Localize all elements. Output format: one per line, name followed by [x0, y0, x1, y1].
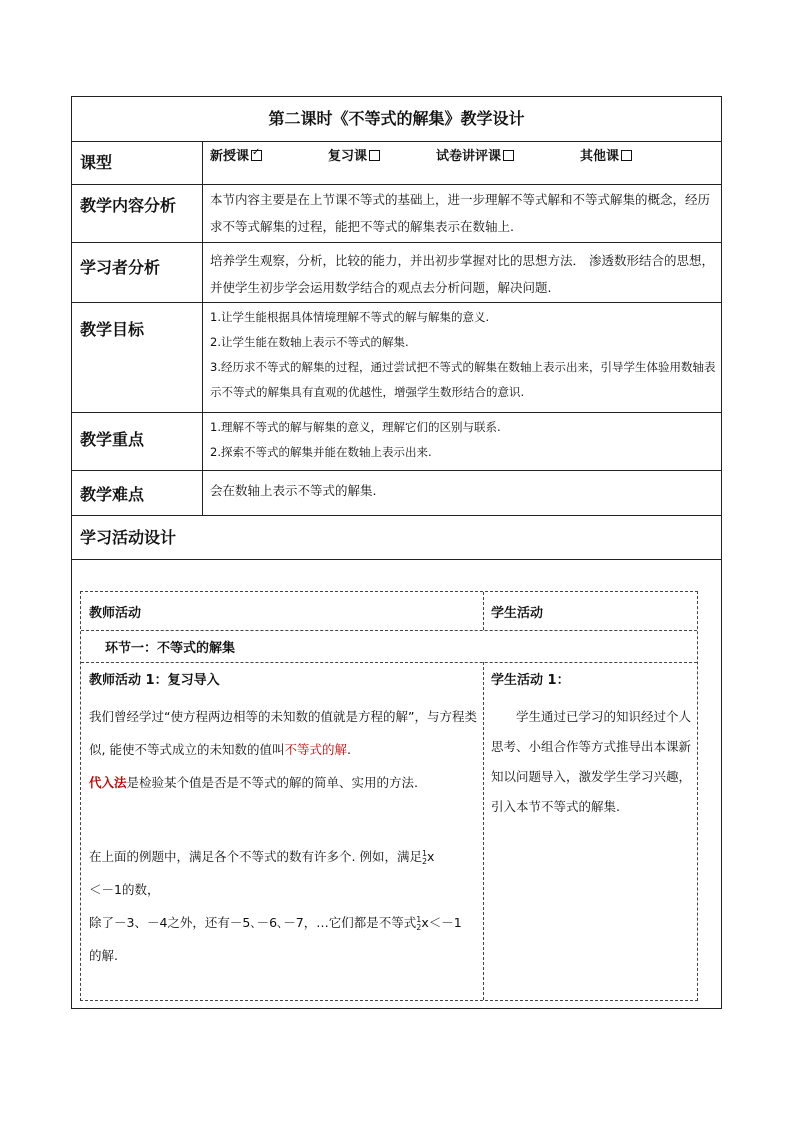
objectives-list [210, 305, 718, 405]
student-activity-title: 学生活动 1： [491, 673, 570, 688]
option-label: 复习课 [328, 149, 368, 164]
objective-item: 2.让学生能在数轴上表示不等式的解集. [210, 335, 409, 349]
checked-checkbox-icon[interactable] [251, 150, 262, 161]
difficulties-text: 会在数轴上表示不等式的解集. [210, 483, 377, 498]
option-new-lesson[interactable] [210, 145, 262, 164]
denominator: 2 [416, 922, 422, 932]
page-title: 第二课时《不等式的解集》教学设计 [268, 109, 525, 128]
learner-analysis-label: 学习者分析 [80, 258, 161, 277]
column-divider [202, 141, 203, 515]
text: 我们曾经学过“使方程两边相等的未知数的值就是方程的解”，与方程类似, 能使不等式成立的未知数的值叫 [89, 709, 477, 757]
key-points-list [210, 415, 718, 465]
option-paper-review[interactable] [436, 145, 514, 164]
dashed-divider [81, 662, 697, 663]
text: . [346, 742, 351, 757]
blank-line [89, 799, 481, 832]
row-divider [72, 559, 721, 560]
checkbox-icon[interactable] [621, 150, 632, 161]
paragraph [89, 766, 481, 799]
learner-analysis-text: 培养学生观察，分析，比较的能力，并出初步掌握对比的思想方法． 渗透数形结合的思想，并使学生初步学会运用数学结合的观点去分析问题，解决问题. [210, 253, 714, 295]
text: x [427, 849, 435, 864]
dashed-column-divider [483, 662, 484, 1000]
option-label: 其他课 [580, 149, 620, 164]
option-label: 试卷讲评课 [436, 149, 502, 164]
activity-design-label: 学习活动设计 [80, 528, 177, 547]
checkbox-icon[interactable] [369, 150, 380, 161]
activity-table [80, 591, 698, 1001]
numerator: 1 [416, 914, 422, 924]
teacher-activity-body [89, 700, 481, 972]
dashed-column-divider [483, 592, 484, 630]
paragraph [89, 700, 481, 766]
row-divider [72, 242, 721, 243]
row-divider [72, 302, 721, 303]
course-type-label: 课型 [80, 153, 113, 172]
option-other[interactable] [580, 145, 632, 164]
option-review[interactable] [328, 145, 380, 164]
highlight-term: 不等式的解 [284, 742, 347, 757]
text: 除了－3、－4之外，还有－5､－6､－7，…它们都是不等式 [89, 915, 417, 930]
paragraph [89, 906, 481, 939]
text: ＜－1的数， [89, 882, 160, 897]
dashed-divider [81, 630, 697, 631]
section-title: 环节一：不等式的解集 [105, 641, 236, 656]
paragraph [89, 840, 481, 873]
key-point-item: 2.探索不等式的解集并能在数轴上表示出来. [210, 445, 432, 459]
text: x [421, 915, 429, 930]
row-divider [72, 470, 721, 471]
teacher-activity-header: 教师活动 [89, 606, 142, 621]
row-divider [72, 141, 721, 142]
key-points-label: 教学重点 [80, 430, 145, 449]
checkbox-icon[interactable] [503, 150, 514, 161]
row-divider [72, 515, 721, 516]
text: ＜－1 [428, 915, 462, 930]
student-activity-body: 学生通过已学习的知识经过个人思考、小组合作等方式推导出本课新知以问题导入，激发学生学习兴趣，引入本节不等式的解集. [491, 709, 692, 814]
teacher-activity-title: 教师活动 1：复习导入 [89, 673, 220, 688]
objectives-label: 教学目标 [80, 320, 145, 339]
row-divider [72, 412, 721, 413]
text: 是检验某个值是否是不等式的解的简单、实用的方法. [126, 775, 418, 790]
numerator: 1 [421, 848, 428, 858]
option-label: 新授课 [210, 149, 250, 164]
difficulties-label: 教学难点 [80, 485, 145, 504]
lesson-plan-table [71, 96, 722, 1009]
objective-item: 1.让学生能根据具体情境理解不等式的解与解集的意义. [210, 310, 490, 324]
denominator: 2 [421, 856, 428, 866]
content-analysis-label: 教学内容分析 [80, 196, 177, 215]
text: 在上面的例题中，满足各个不等式的数有许多个. 例如，满足 [89, 849, 422, 864]
paragraph: 的解. [89, 948, 118, 963]
highlight-term: 代入法 [89, 775, 127, 790]
student-activity-header: 学生活动 [491, 606, 544, 621]
paragraph [89, 873, 481, 906]
row-divider [72, 184, 721, 185]
key-point-item: 1.理解不等式的解与解集的意义，理解它们的区别与联系. [210, 420, 501, 434]
objective-item: 3.经历求不等式的解集的过程，通过尝试把不等式的解集在数轴上表示出来，引导学生体验用数轴表示不等式的解集具有直观的优越性，增强学生数形结合的意识. [210, 360, 716, 399]
content-analysis-text: 本节内容主要是在上节课不等式的基础上，进一步理解不等式解和不等式解集的概念，经历求不等式解集的过程，能把不等式的解集表示在数轴上. [210, 192, 711, 234]
